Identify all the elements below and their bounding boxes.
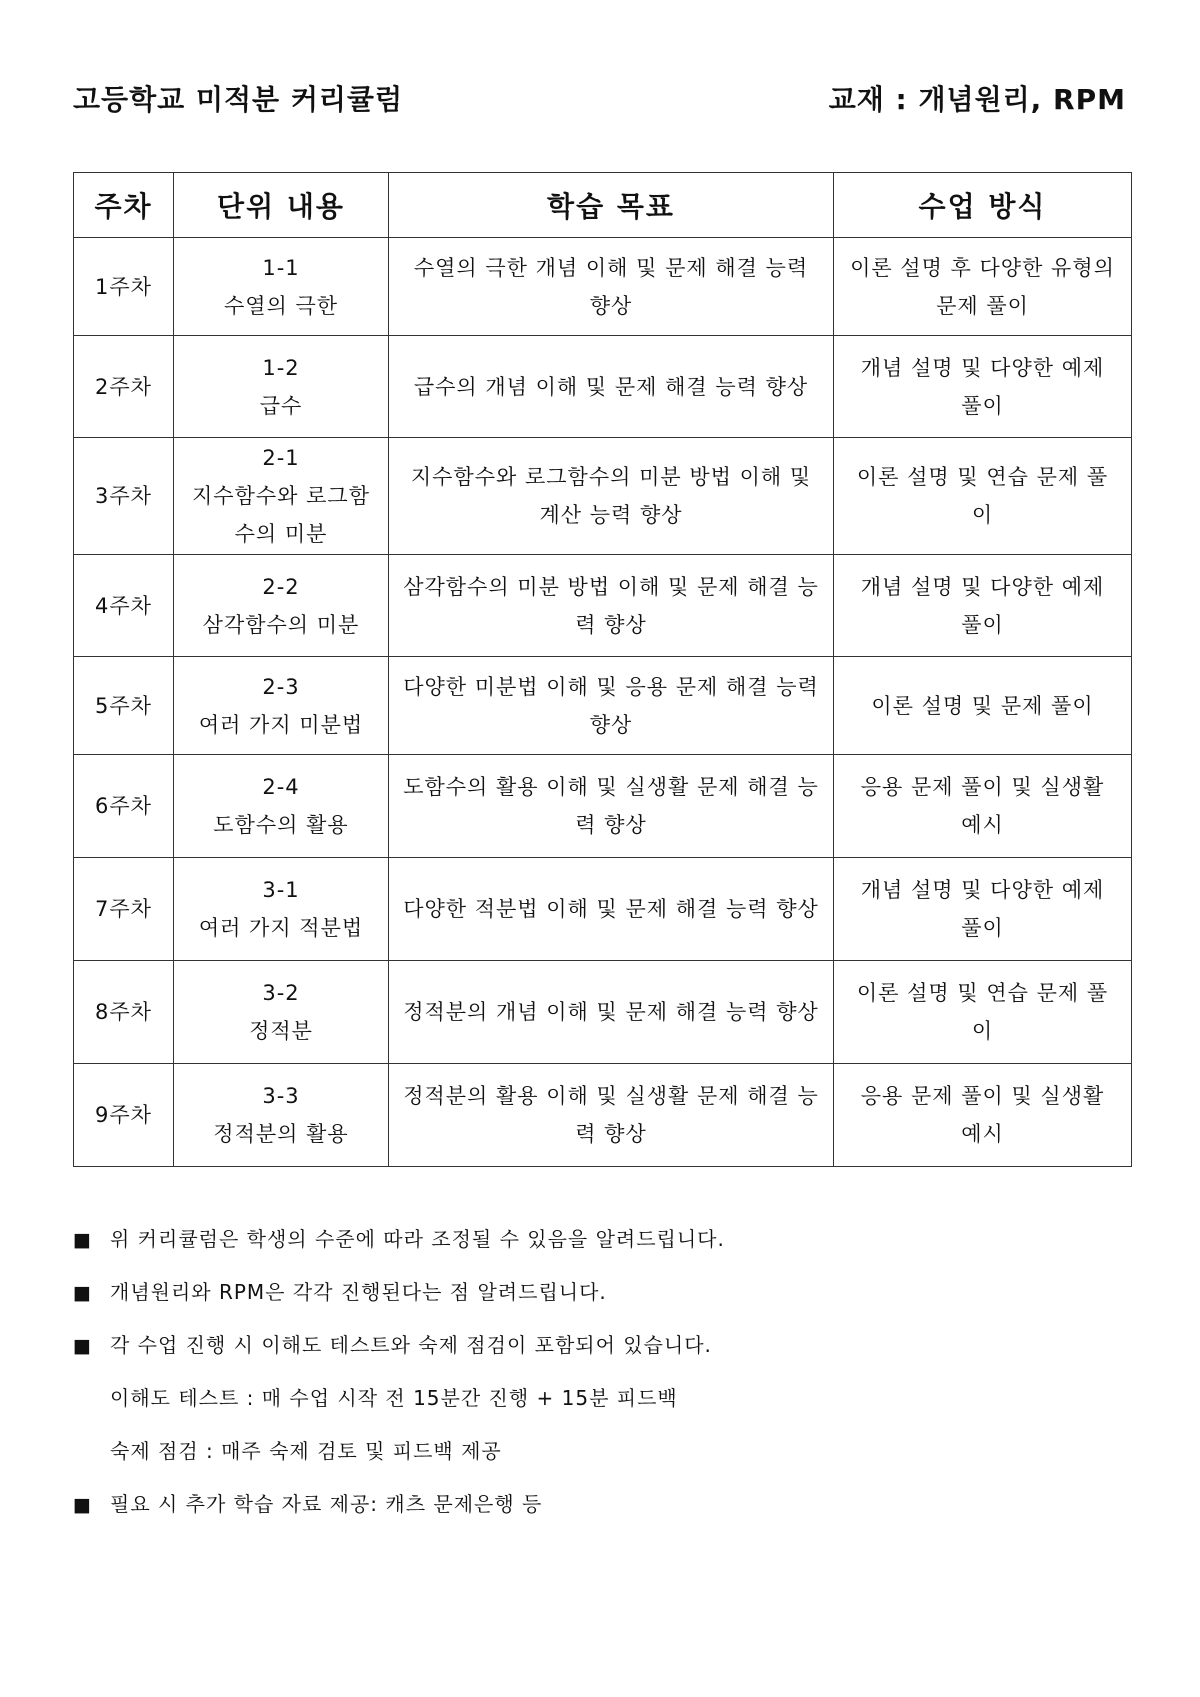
table-row	[74, 657, 1132, 755]
table-header-row	[74, 173, 1132, 238]
goal-cell: 정적분의 개념 이해 및 문제 해결 능력 향상	[389, 961, 834, 1064]
note-text: 각 수업 진행 시 이해도 테스트와 숙제 점검이 포함되어 있습니다.	[110, 1333, 712, 1357]
goal-cell: 수열의 극한 개념 이해 및 문제 해결 능력 향상	[389, 238, 834, 336]
unit-cell	[174, 1064, 389, 1167]
note-subitem	[73, 1383, 1131, 1436]
week-cell: 6주차	[74, 755, 174, 858]
note-item	[73, 1277, 1131, 1330]
method-cell: 이론 설명 및 연습 문제 풀이	[834, 438, 1132, 555]
unit-cell	[174, 336, 389, 438]
unit-name: 정적분	[249, 1019, 313, 1043]
unit-code: 2-3	[262, 674, 300, 699]
goal-cell: 정적분의 활용 이해 및 실생활 문제 해결 능력 향상	[389, 1064, 834, 1167]
unit-code: 3-2	[262, 981, 300, 1005]
table-row	[74, 961, 1132, 1064]
unit-cell	[174, 238, 389, 336]
curriculum-table	[73, 172, 1132, 1167]
table-row	[74, 555, 1132, 657]
unit-name: 지수함수와 로그함수의 미분	[192, 484, 370, 546]
note-item	[73, 1489, 1131, 1542]
square-bullet-icon: ■	[73, 1335, 92, 1357]
table-row	[74, 438, 1132, 555]
unit-cell	[174, 961, 389, 1064]
unit-name: 삼각함수의 미분	[202, 612, 360, 637]
method-cell: 이론 설명 및 연습 문제 풀이	[834, 961, 1132, 1064]
unit-code: 1-1	[262, 255, 300, 280]
method-cell: 이론 설명 및 문제 풀이	[834, 657, 1132, 755]
note-text: 숙제 점검 : 매주 숙제 검토 및 피드백 제공	[110, 1439, 502, 1463]
table-row	[74, 238, 1132, 336]
column-header-goal: 학습 목표	[389, 173, 834, 238]
week-cell: 2주차	[74, 336, 174, 438]
unit-cell	[174, 438, 389, 555]
unit-cell	[174, 657, 389, 755]
method-cell: 개념 설명 및 다양한 예제 풀이	[834, 336, 1132, 438]
note-item	[73, 1330, 1131, 1383]
goal-cell: 도함수의 활용 이해 및 실생활 문제 해결 능력 향상	[389, 755, 834, 858]
unit-code: 3-3	[262, 1084, 300, 1108]
method-cell: 응용 문제 풀이 및 실생활 예시	[834, 755, 1132, 858]
square-bullet-icon: ■	[73, 1494, 92, 1516]
column-header-unit: 단위 내용	[174, 173, 389, 238]
table-row	[74, 336, 1132, 438]
note-text: 필요 시 추가 학습 자료 제공: 캐츠 문제은행 등	[110, 1492, 543, 1516]
week-cell: 1주차	[74, 238, 174, 336]
unit-code: 3-1	[262, 878, 300, 902]
square-bullet-icon: ■	[73, 1229, 92, 1251]
unit-code: 2-1	[262, 446, 300, 470]
goal-cell: 급수의 개념 이해 및 문제 해결 능력 향상	[389, 336, 834, 438]
method-cell: 응용 문제 풀이 및 실생활 예시	[834, 1064, 1132, 1167]
method-cell: 개념 설명 및 다양한 예제 풀이	[834, 858, 1132, 961]
unit-code: 2-4	[262, 775, 300, 799]
unit-name: 도함수의 활용	[213, 813, 349, 837]
unit-name: 정적분의 활용	[213, 1122, 349, 1146]
unit-code: 2-2	[262, 574, 300, 599]
week-cell: 5주차	[74, 657, 174, 755]
week-cell: 9주차	[74, 1064, 174, 1167]
unit-name: 수열의 극한	[223, 293, 339, 318]
unit-cell	[174, 555, 389, 657]
unit-cell	[174, 858, 389, 961]
table-row	[74, 858, 1132, 961]
note-subitem	[73, 1436, 1131, 1489]
column-header-method: 수업 방식	[834, 173, 1132, 238]
unit-code: 1-2	[262, 355, 300, 380]
column-header-week: 주차	[74, 173, 174, 238]
page-title: 고등학교 미적분 커리큘럼	[73, 83, 404, 116]
square-bullet-icon: ■	[73, 1282, 92, 1304]
table-row	[74, 1064, 1132, 1167]
table-row	[74, 755, 1132, 858]
note-text: 이해도 테스트 : 매 수업 시작 전 15분간 진행 + 15분 피드백	[110, 1386, 678, 1410]
textbook-label: 교재 : 개념원리, RPM	[828, 83, 1126, 116]
week-cell: 8주차	[74, 961, 174, 1064]
note-text: 위 커리큘럼은 학생의 수준에 따라 조정될 수 있음을 알려드립니다.	[110, 1227, 725, 1251]
unit-name: 여러 가지 미분법	[198, 712, 364, 737]
goal-cell: 다양한 적분법 이해 및 문제 해결 능력 향상	[389, 858, 834, 961]
unit-name: 급수	[259, 393, 303, 418]
unit-name: 여러 가지 적분법	[198, 916, 364, 940]
note-item	[73, 1224, 1131, 1277]
goal-cell: 지수함수와 로그함수의 미분 방법 이해 및 계산 능력 향상	[389, 438, 834, 555]
unit-cell	[174, 755, 389, 858]
week-cell: 3주차	[74, 438, 174, 555]
note-text: 개념원리와 RPM은 각각 진행된다는 점 알려드립니다.	[110, 1280, 607, 1304]
notes-section	[73, 1224, 1131, 1542]
method-cell: 개념 설명 및 다양한 예제 풀이	[834, 555, 1132, 657]
goal-cell: 다양한 미분법 이해 및 응용 문제 해결 능력 향상	[389, 657, 834, 755]
week-cell: 4주차	[74, 555, 174, 657]
week-cell: 7주차	[74, 858, 174, 961]
method-cell: 이론 설명 후 다양한 유형의 문제 풀이	[834, 238, 1132, 336]
goal-cell: 삼각함수의 미분 방법 이해 및 문제 해결 능력 향상	[389, 555, 834, 657]
